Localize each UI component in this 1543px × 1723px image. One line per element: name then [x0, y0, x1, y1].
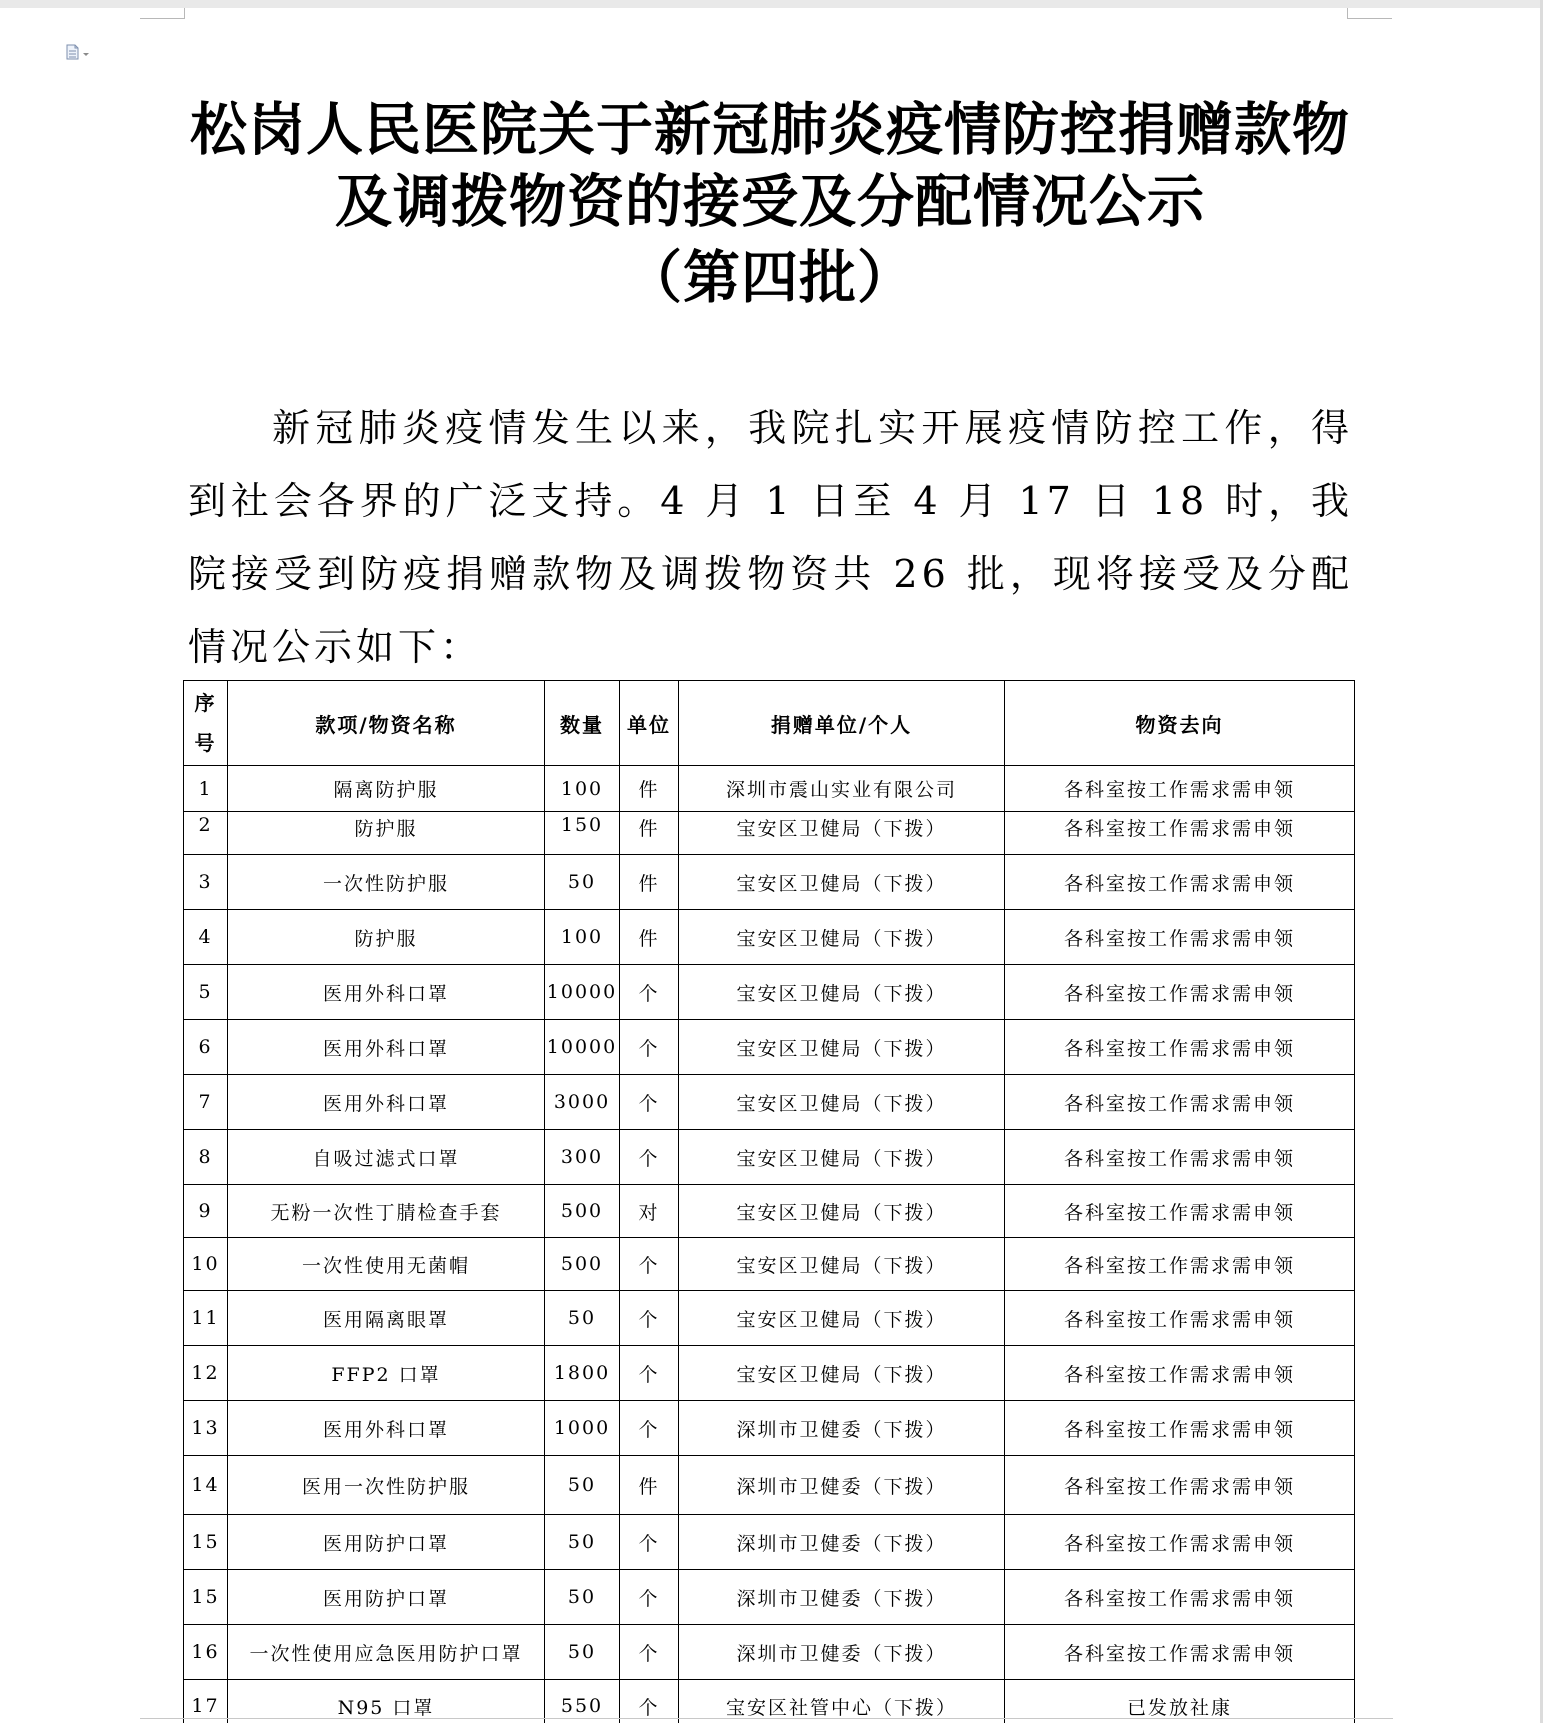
- cell-qty: 50: [545, 1515, 620, 1570]
- cell-unit: 件: [620, 1456, 679, 1515]
- cell-seq: 2: [184, 812, 228, 855]
- table-header-row: [184, 681, 1355, 766]
- cell-seq: 1: [184, 766, 228, 812]
- cell-name: 医用外科口罩: [228, 1401, 545, 1456]
- cell-name: 一次性防护服: [228, 855, 545, 910]
- cell-seq: 8: [184, 1130, 228, 1185]
- table-row: [184, 1456, 1355, 1515]
- table-row: [184, 910, 1355, 965]
- cell-name: 无粉一次性丁腈检查手套: [228, 1185, 545, 1238]
- cell-name: 医用隔离眼罩: [228, 1291, 545, 1346]
- cell-unit: 件: [620, 910, 679, 965]
- cell-name: 医用外科口罩: [228, 965, 545, 1020]
- cell-qty: 3000: [545, 1075, 620, 1130]
- cell-dest: 各科室按工作需求需申领: [1005, 1238, 1355, 1291]
- cell-seq: 14: [184, 1456, 228, 1515]
- cell-unit: 件: [620, 766, 679, 812]
- title-line-2: 及调拨物资的接受及分配情况公示: [335, 168, 1205, 235]
- cell-unit: 个: [620, 1680, 679, 1723]
- cell-seq: 16: [184, 1625, 228, 1680]
- cell-unit: 个: [620, 1075, 679, 1130]
- cell-unit: 个: [620, 1130, 679, 1185]
- cell-name: 一次性使用应急医用防护口罩: [228, 1625, 545, 1680]
- cell-dest: 各科室按工作需求需申领: [1005, 1515, 1355, 1570]
- cell-seq: 9: [184, 1185, 228, 1238]
- cell-unit: 个: [620, 1570, 679, 1625]
- cell-unit: 件: [620, 855, 679, 910]
- table-row: [184, 812, 1355, 855]
- cell-donor: 宝安区卫健局（下拨）: [679, 910, 1005, 965]
- cell-seq: 15: [184, 1515, 228, 1570]
- cell-unit: 个: [620, 1515, 679, 1570]
- header-unit: 单位: [620, 681, 679, 766]
- margin-mark-left: [140, 8, 185, 19]
- table-row: [184, 1515, 1355, 1570]
- cell-name: N95 口罩: [228, 1680, 545, 1723]
- title-line-3: （第四批）: [625, 244, 915, 311]
- table-row: [184, 1346, 1355, 1401]
- cell-donor: 深圳市卫健委（下拨）: [679, 1515, 1005, 1570]
- cell-dest: 各科室按工作需求需申领: [1005, 1625, 1355, 1680]
- cell-qty: 50: [545, 855, 620, 910]
- table-row: [184, 1020, 1355, 1075]
- cell-seq: 12: [184, 1346, 228, 1401]
- cell-qty: 1800: [545, 1346, 620, 1401]
- cell-dest: 各科室按工作需求需申领: [1005, 1346, 1355, 1401]
- cell-dest: 各科室按工作需求需申领: [1005, 910, 1355, 965]
- header-seq: 序号: [184, 681, 228, 766]
- table-row: [184, 1401, 1355, 1456]
- cell-donor: 宝安区卫健局（下拨）: [679, 1075, 1005, 1130]
- table-row: [184, 1238, 1355, 1291]
- cell-unit: 个: [620, 1291, 679, 1346]
- cell-dest: 各科室按工作需求需申领: [1005, 1401, 1355, 1456]
- cell-donor: 宝安区卫健局（下拨）: [679, 812, 1005, 855]
- cell-name: 防护服: [228, 910, 545, 965]
- cell-dest: 各科室按工作需求需申领: [1005, 766, 1355, 812]
- cell-dest: 各科室按工作需求需申领: [1005, 1291, 1355, 1346]
- cell-unit: 个: [620, 1401, 679, 1456]
- cell-donor: 深圳市卫健委（下拨）: [679, 1401, 1005, 1456]
- cell-seq: 11: [184, 1291, 228, 1346]
- cell-donor: 宝安区社管中心（下拨）: [679, 1680, 1005, 1723]
- header-qty: 数量: [545, 681, 620, 766]
- table-row: [184, 766, 1355, 812]
- cell-seq: 5: [184, 965, 228, 1020]
- cell-seq: 15: [184, 1570, 228, 1625]
- cell-qty: 10000: [545, 1020, 620, 1075]
- cell-name: 一次性使用无菌帽: [228, 1238, 545, 1291]
- table-row: [184, 1680, 1355, 1723]
- cell-seq: 10: [184, 1238, 228, 1291]
- cell-qty: 300: [545, 1130, 620, 1185]
- cell-qty: 500: [545, 1185, 620, 1238]
- cell-unit: 件: [620, 812, 679, 855]
- cell-qty: 150: [545, 812, 620, 855]
- cell-seq: 3: [184, 855, 228, 910]
- cell-seq: 4: [184, 910, 228, 965]
- table-row: [184, 965, 1355, 1020]
- header-dest: 物资去向: [1005, 681, 1355, 766]
- cell-seq: 6: [184, 1020, 228, 1075]
- donation-table: [183, 680, 1355, 1723]
- table-row: [184, 1625, 1355, 1680]
- page-bottom-rule: [140, 1718, 1393, 1719]
- cell-dest: 各科室按工作需求需申领: [1005, 1185, 1355, 1238]
- cell-unit: 个: [620, 1625, 679, 1680]
- cell-name: 医用外科口罩: [228, 1020, 545, 1075]
- cell-qty: 550: [545, 1680, 620, 1723]
- cell-dest: 各科室按工作需求需申领: [1005, 855, 1355, 910]
- cell-donor: 宝安区卫健局（下拨）: [679, 1130, 1005, 1185]
- table-row: [184, 855, 1355, 910]
- table-body: [184, 766, 1355, 1723]
- cell-donor: 宝安区卫健局（下拨）: [679, 855, 1005, 910]
- cell-seq: 7: [184, 1075, 228, 1130]
- cell-qty: 10000: [545, 965, 620, 1020]
- cell-dest: 各科室按工作需求需申领: [1005, 965, 1355, 1020]
- cell-name: 自吸过滤式口罩: [228, 1130, 545, 1185]
- cell-name: 隔离防护服: [228, 766, 545, 812]
- cell-donor: 深圳市卫健委（下拨）: [679, 1625, 1005, 1680]
- cell-donor: 宝安区卫健局（下拨）: [679, 1020, 1005, 1075]
- cell-qty: 100: [545, 766, 620, 812]
- intro-paragraph: 新冠肺炎疫情发生以来，我院扎实开展疫情防控工作，得到社会各界的广泛支持。4 月 1 日至 4 月 17 日 18 时，我院接受到防疫捐赠款物及调拨物资共 26 批，现将接受及分配情况公示如下：: [188, 406, 1353, 669]
- table-row: [184, 1291, 1355, 1346]
- cell-qty: 50: [545, 1291, 620, 1346]
- table-row: [184, 1130, 1355, 1185]
- cell-donor: 深圳市震山实业有限公司: [679, 766, 1005, 812]
- cell-unit: 个: [620, 965, 679, 1020]
- cell-name: 医用防护口罩: [228, 1515, 545, 1570]
- cell-qty: 500: [545, 1238, 620, 1291]
- cell-donor: 宝安区卫健局（下拨）: [679, 1346, 1005, 1401]
- cell-name: 防护服: [228, 812, 545, 855]
- cell-dest: 各科室按工作需求需申领: [1005, 1020, 1355, 1075]
- cell-donor: 宝安区卫健局（下拨）: [679, 1238, 1005, 1291]
- cell-dest: 各科室按工作需求需申领: [1005, 812, 1355, 855]
- header-name: 款项/物资名称: [228, 681, 545, 766]
- cell-dest: 各科室按工作需求需申领: [1005, 1456, 1355, 1515]
- header-donor: 捐赠单位/个人: [679, 681, 1005, 766]
- cell-unit: 个: [620, 1238, 679, 1291]
- cell-dest: 各科室按工作需求需申领: [1005, 1570, 1355, 1625]
- cell-donor: 宝安区卫健局（下拨）: [679, 1185, 1005, 1238]
- cell-name: 医用外科口罩: [228, 1075, 545, 1130]
- cell-donor: 深圳市卫健委（下拨）: [679, 1456, 1005, 1515]
- cell-unit: 个: [620, 1020, 679, 1075]
- table-row: [184, 1185, 1355, 1238]
- cell-dest: 已发放社康: [1005, 1680, 1355, 1723]
- table-row: [184, 1075, 1355, 1130]
- document-icon[interactable]: [65, 44, 95, 60]
- cell-name: FFP2 口罩: [228, 1346, 545, 1401]
- cell-qty: 100: [545, 910, 620, 965]
- cell-dest: 各科室按工作需求需申领: [1005, 1130, 1355, 1185]
- cell-donor: 宝安区卫健局（下拨）: [679, 965, 1005, 1020]
- cell-qty: 1000: [545, 1401, 620, 1456]
- cell-unit: 个: [620, 1346, 679, 1401]
- cell-qty: 50: [545, 1625, 620, 1680]
- cell-qty: 50: [545, 1570, 620, 1625]
- margin-mark-right: [1347, 8, 1392, 19]
- cell-qty: 50: [545, 1456, 620, 1515]
- cell-name: 医用防护口罩: [228, 1570, 545, 1625]
- cell-name: 医用一次性防护服: [228, 1456, 545, 1515]
- cell-seq: 17: [184, 1680, 228, 1723]
- cell-unit: 对: [620, 1185, 679, 1238]
- cell-seq: 13: [184, 1401, 228, 1456]
- title-line-1: 松岗人民医院关于新冠肺炎疫情防控捐赠款物: [190, 96, 1350, 163]
- cell-donor: 宝安区卫健局（下拨）: [679, 1291, 1005, 1346]
- cell-donor: 深圳市卫健委（下拨）: [679, 1570, 1005, 1625]
- cell-dest: 各科室按工作需求需申领: [1005, 1075, 1355, 1130]
- table-row: [184, 1570, 1355, 1625]
- window-top-edge: [0, 0, 1543, 8]
